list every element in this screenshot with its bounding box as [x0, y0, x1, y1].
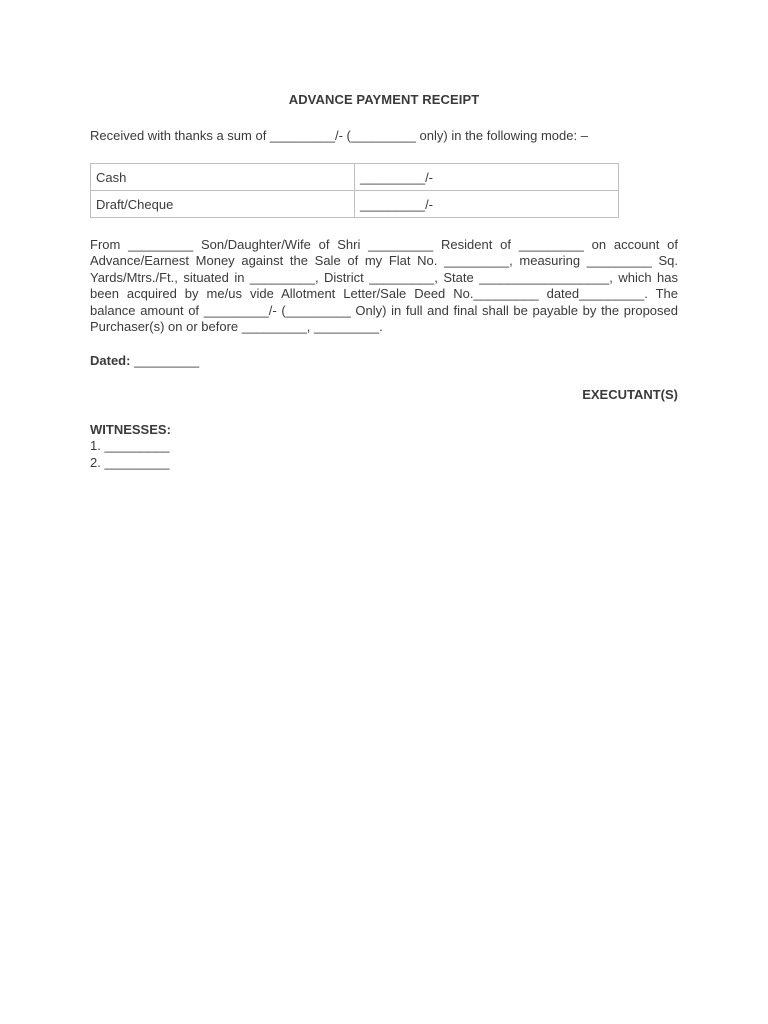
dated-value: _________ [134, 353, 200, 368]
witnesses-block [90, 422, 171, 471]
dated-label: Dated: [90, 353, 131, 368]
table-row [91, 191, 619, 218]
witness-line-1: 1. _________ [90, 438, 170, 454]
witness-line-2: 2. _________ [90, 454, 170, 470]
payment-mode-table [90, 163, 619, 218]
mode-amount-cash: _________/- [355, 164, 619, 191]
witnesses-heading: WITNESSES: [90, 422, 171, 437]
executant-signature-label: EXECUTANT(S) [582, 387, 678, 402]
mode-label-draft-cheque: Draft/Cheque [91, 191, 355, 218]
dated-line [90, 353, 199, 368]
intro-line: Received with thanks a sum of _________/- (_________ only) in the following mode: – [90, 128, 588, 143]
table-row [91, 164, 619, 191]
mode-amount-draft-cheque: _________/- [355, 191, 619, 218]
receipt-body-paragraph: From _________ Son/Daughter/Wife of Shri _________ Resident of _________ on account of Advance/Earnest Money against the Sale of my Flat No. _________, measuring _________ Sq. Yards/Mtrs./Ft., situated in _________, District _________, State __________________, which has been acquired by me/us vide Allotment Letter/Sale Deed No._________ dated_________. The balance amount of _________/- (_________ Only) in full and final shall be payable by the proposed Purchaser(s) on or before _________, _________. [90, 237, 678, 335]
mode-label-cash: Cash [91, 164, 355, 191]
document-title: ADVANCE PAYMENT RECEIPT [288, 92, 480, 107]
